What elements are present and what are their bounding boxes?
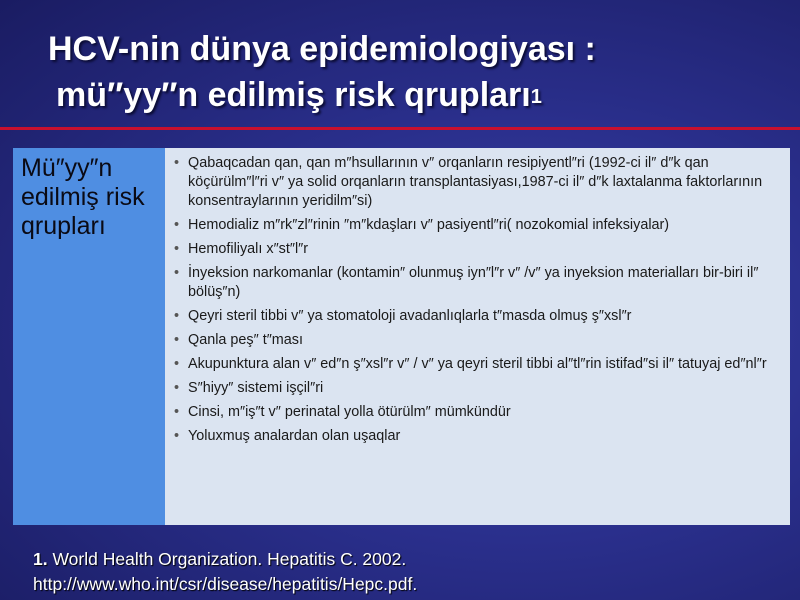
list-item: • Qeyri steril tibbi v″ ya stomatoloji avadanlıqlarla t″masda olmuş ş″xsl″r xyxy=(174,307,776,326)
footnote-citation: World Health Organization. Hepatitis C. 2002. xyxy=(52,549,407,569)
list-item: • Cinsi, m″iş″t v″ perinatal yolla ötürülm″ mümkündür xyxy=(174,403,776,422)
footnote xyxy=(33,547,417,597)
list-item: • İnyeksion narkomanlar (kontamin″ olunmuş iyn″l″r v″ /v″ ya inyeksion materialları bir-biri il″ bölüş″n) xyxy=(174,264,776,302)
title-line-2-text: mü″yy″n edilmiş risk qrupları xyxy=(56,76,531,114)
table-content-cell xyxy=(165,148,790,525)
list-item: • Akupunktura alan v″ ed″n ş″xsl″r v″ / v″ ya qeyri steril tibbi al″tl″rin istifad″si il″ tatuyaj ed″nl″r xyxy=(174,355,776,374)
list-item: • Qabaqcadan qan, qan m″hsullarının v″ orqanların resipiyentl″ri (1992-ci il″ d″k qan köçürülm″l″ri v″ ya solid orqanların transplantasiyası,1987-ci il″ d″k laxtalanma faktorlarının konsentraylarının yeridilm″si) xyxy=(174,154,776,211)
list-item: • Yoluxmuş analardan olan uşaqlar xyxy=(174,427,776,446)
title-footnote-marker: 1 xyxy=(530,86,542,108)
risk-groups-list xyxy=(174,154,776,446)
risk-groups-table xyxy=(13,148,790,525)
title-line-2 xyxy=(48,72,768,118)
list-item: • Hemofiliyalı x″st″l″r xyxy=(174,240,776,259)
list-item: • Hemodializ m″rk″zl″rinin ″m″kdaşları v″ pasiyentl″ri( nozokomial infeksiyalar) xyxy=(174,216,776,235)
title-divider xyxy=(0,127,800,130)
footnote-url[interactable]: http://www.who.int/csr/disease/hepatitis/Hepc.pdf xyxy=(33,574,413,594)
footnote-trailing: . xyxy=(412,574,418,594)
table-header-cell: Mü″yy″n edilmiş risk qrupları xyxy=(13,148,165,525)
list-item: • Qanla peş″ t″ması xyxy=(174,331,776,350)
title-line-1: HCV-nin dünya epidemiologiyası : xyxy=(48,30,596,68)
footnote-number: 1. xyxy=(33,549,48,569)
list-item: • S″hiyy″ sistemi işçil″ri xyxy=(174,379,776,398)
slide-title xyxy=(48,26,768,118)
